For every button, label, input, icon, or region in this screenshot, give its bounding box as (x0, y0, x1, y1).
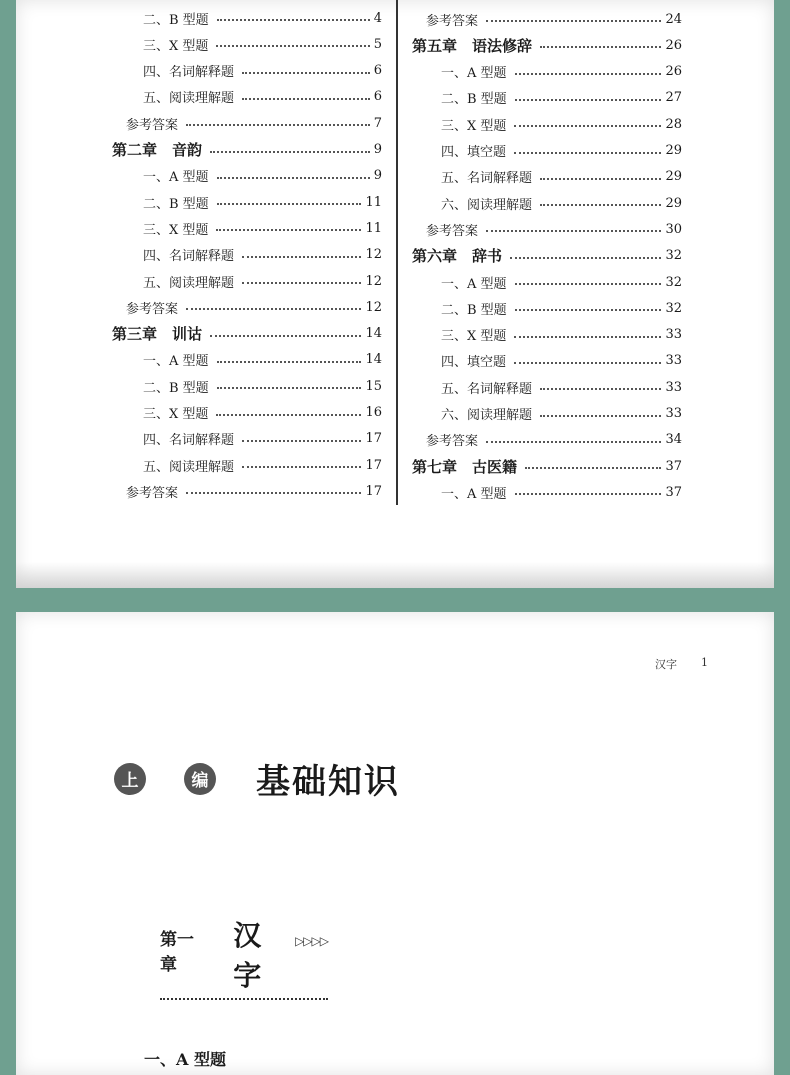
chapter-number: 第一章 (160, 930, 194, 975)
toc-entry-label: 第二章 音韵 (112, 141, 203, 159)
toc-entry-label: 五、阅读理解题 (143, 459, 235, 475)
part-circle-badge: 编 (184, 763, 216, 795)
section-heading: 一、A 型题 (144, 1050, 226, 1069)
toc-entry-label: 参考答案 (126, 117, 179, 133)
toc-entry-label: 四、填空题 (441, 145, 507, 160)
dot-leader (486, 230, 661, 232)
dot-leader (510, 257, 661, 259)
dot-leader (217, 387, 362, 389)
dot-leader (540, 415, 661, 417)
toc-chapter-row (412, 35, 682, 55)
toc-entry-row (143, 192, 382, 212)
dot-leader (515, 99, 662, 101)
toc-page-number: 30 (665, 221, 682, 237)
toc-entry-label: 四、名词解释题 (143, 249, 235, 265)
toc-entry-label: 一、A 型题 (441, 276, 507, 292)
dot-leader (210, 151, 370, 153)
column-divider (396, 0, 398, 505)
toc-entry-label: 五、名词解释题 (441, 381, 533, 397)
toc-page-number: 29 (665, 143, 682, 158)
dot-leader (186, 124, 370, 126)
toc-entry-label: 一、A 型题 (143, 354, 209, 370)
toc-page-number: 4 (373, 10, 382, 26)
toc-entry-label: 四、名词解释题 (143, 433, 235, 449)
dot-leader (514, 336, 661, 338)
toc-entry-row (143, 245, 382, 265)
toc-entry-row (143, 350, 382, 370)
toc-entry-label: 五、阅读理解题 (143, 275, 235, 291)
toc-chapter-row (112, 324, 382, 344)
toc-entry-row (126, 297, 382, 317)
toc-page-number: 26 (665, 64, 682, 80)
toc-entry-label: 第五章 语法修辞 (412, 36, 533, 55)
toc-entry-row (126, 113, 382, 133)
toc-entry-row (426, 219, 682, 239)
toc-entry-row (441, 272, 682, 292)
toc-page-number: 28 (665, 116, 682, 132)
toc-entry-label: 二、B 型题 (441, 92, 507, 108)
toc-page-number: 15 (365, 378, 382, 394)
toc-entry-row (441, 298, 682, 318)
toc-entry-row (143, 61, 382, 81)
toc-page-number: 5 (373, 36, 382, 52)
toc-page-number: 14 (365, 352, 382, 368)
toc-entry-label: 参考答案 (426, 223, 479, 239)
toc-entry-row (441, 88, 682, 108)
toc-page-number: 17 (365, 483, 382, 499)
toc-entry-row (426, 430, 682, 450)
toc-entry-row (143, 429, 382, 449)
toc-chapter-row (412, 456, 682, 476)
toc-page-number: 32 (665, 300, 682, 316)
dot-leader (515, 309, 662, 311)
toc-chapter-row (412, 246, 682, 266)
dot-leader (217, 361, 362, 363)
toc-entry-row (441, 377, 682, 397)
running-head-title: 汉字 (655, 658, 677, 671)
chapter-heading (160, 914, 328, 1000)
toc-entry-row (441, 351, 682, 371)
dot-leader (514, 125, 661, 127)
toc-entry-label: 三、X 型题 (143, 38, 209, 54)
toc-entry-label: 第七章 古医籍 (412, 457, 518, 476)
toc-entry-row (441, 404, 682, 424)
toc-entry-label: 三、X 型题 (143, 222, 209, 238)
toc-entry-label: 四、填空题 (441, 355, 507, 371)
toc-entry-row (441, 114, 682, 134)
toc-entry-row (143, 455, 382, 475)
toc-page-number: 6 (373, 63, 382, 79)
toc-entry-label: 六、阅读理解题 (441, 408, 533, 423)
toc-page-number: 32 (665, 274, 682, 290)
dot-leader (186, 492, 361, 494)
toc-page-number: 29 (665, 169, 682, 185)
toc-entry-label: 二、B 型题 (143, 196, 209, 212)
dot-leader (242, 256, 361, 258)
toc-entry-row (441, 167, 682, 187)
toc-entry-row (143, 34, 382, 54)
running-header (655, 656, 708, 672)
toc-page-number: 24 (665, 11, 682, 27)
toc-page-number: 33 (665, 379, 682, 395)
toc-page-number: 17 (365, 431, 382, 447)
dot-leader (217, 203, 362, 205)
toc-page-number: 9 (373, 168, 382, 184)
toc-page-number: 29 (665, 195, 682, 211)
toc-page-number: 7 (373, 115, 382, 131)
dot-leader (242, 466, 361, 468)
chapter-name: 汉字 (233, 919, 262, 992)
toc-entry-label: 参考答案 (126, 485, 179, 501)
dot-leader (540, 46, 661, 48)
dot-leader (540, 204, 661, 206)
toc-entry-row (441, 193, 682, 213)
toc-entry-row (126, 481, 382, 501)
dot-leader (242, 282, 361, 284)
dot-leader (217, 19, 370, 21)
toc-page-number: 9 (373, 142, 382, 157)
toc-entry-row (441, 141, 682, 161)
dot-leader (242, 440, 361, 442)
toc-page-number: 33 (665, 353, 682, 369)
dot-leader (242, 72, 370, 74)
toc-page-number: 14 (365, 326, 382, 342)
dot-leader (216, 45, 369, 47)
dot-leader (210, 335, 361, 337)
toc-entry-label: 三、X 型题 (441, 329, 507, 345)
toc-entry-label: 参考答案 (426, 13, 479, 29)
dot-leader (515, 493, 662, 495)
dot-leader (514, 362, 661, 364)
toc-entry-row (143, 403, 382, 423)
toc-entry-label: 五、名词解释题 (441, 171, 533, 187)
toc-entry-row (143, 218, 382, 238)
dot-leader (540, 388, 661, 390)
toc-page (16, 0, 774, 588)
dot-leader (515, 73, 662, 75)
dot-leader (242, 98, 370, 100)
toc-page-number: 26 (665, 37, 682, 53)
toc-entry-label: 二、B 型题 (441, 302, 507, 318)
part-heading: 基础知识 (256, 762, 400, 802)
toc-page-number: 34 (665, 432, 682, 448)
dot-leader (217, 177, 370, 179)
toc-page-number: 27 (665, 90, 682, 106)
toc-entry-label: 二、B 型题 (143, 380, 209, 396)
content-page (16, 612, 774, 1075)
toc-entry-row (143, 271, 382, 291)
toc-entry-row (143, 8, 382, 28)
dot-leader (514, 152, 661, 154)
dot-leader (525, 467, 661, 469)
toc-entry-label: 五、阅读理解题 (143, 91, 235, 107)
dot-leader (486, 20, 661, 22)
toc-entry-label: 第六章 辞书 (412, 247, 503, 266)
toc-entry-row (143, 87, 382, 107)
toc-entry-row (426, 9, 682, 29)
page-curl-shadow (16, 562, 774, 588)
toc-page-number: 16 (365, 405, 382, 420)
toc-entry-label: 参考答案 (426, 434, 479, 450)
toc-page-number: 11 (365, 194, 382, 210)
toc-page-number: 6 (373, 89, 382, 105)
arrow-decoration-icon: ▷▷▷▷ (295, 934, 328, 948)
toc-page-number: 12 (365, 273, 382, 289)
toc-page-number: 12 (365, 247, 382, 263)
dot-leader (515, 283, 662, 285)
toc-page-number: 33 (665, 406, 682, 421)
toc-page-number: 37 (665, 484, 682, 500)
toc-page-number: 12 (365, 299, 382, 315)
part-title (114, 754, 400, 803)
toc-entry-label: 一、A 型题 (441, 486, 507, 502)
dot-leader (186, 308, 361, 310)
toc-entry-label: 三、X 型题 (441, 118, 507, 134)
toc-entry-row (441, 325, 682, 345)
dot-leader (216, 414, 361, 416)
dot-leader (486, 441, 661, 443)
dot-leader (216, 229, 361, 231)
toc-entry-row (441, 62, 682, 82)
toc-entry-label: 一、A 型题 (143, 170, 209, 186)
toc-entry-label: 二、B 型题 (143, 12, 209, 28)
toc-entry-label: 一、A 型题 (441, 66, 507, 82)
toc-entry-label: 第三章 训诂 (112, 325, 203, 344)
toc-entry-row (441, 482, 682, 502)
page-number: 1 (701, 656, 708, 669)
toc-page-number: 33 (665, 327, 682, 343)
toc-entry-row (143, 376, 382, 396)
toc-page-number: 32 (665, 248, 682, 264)
toc-chapter-row (112, 140, 382, 160)
toc-page-number: 11 (365, 220, 382, 236)
toc-page-number: 17 (365, 457, 382, 473)
toc-entry-label: 四、名词解释题 (143, 65, 235, 81)
toc-entry-label: 三、X 型题 (143, 407, 209, 422)
toc-entry-label: 参考答案 (126, 301, 179, 317)
part-circle-badge: 上 (114, 763, 146, 795)
dot-leader (540, 178, 661, 180)
toc-page-number: 37 (665, 458, 682, 474)
toc-entry-row (143, 166, 382, 186)
toc-entry-label: 六、阅读理解题 (441, 197, 533, 213)
